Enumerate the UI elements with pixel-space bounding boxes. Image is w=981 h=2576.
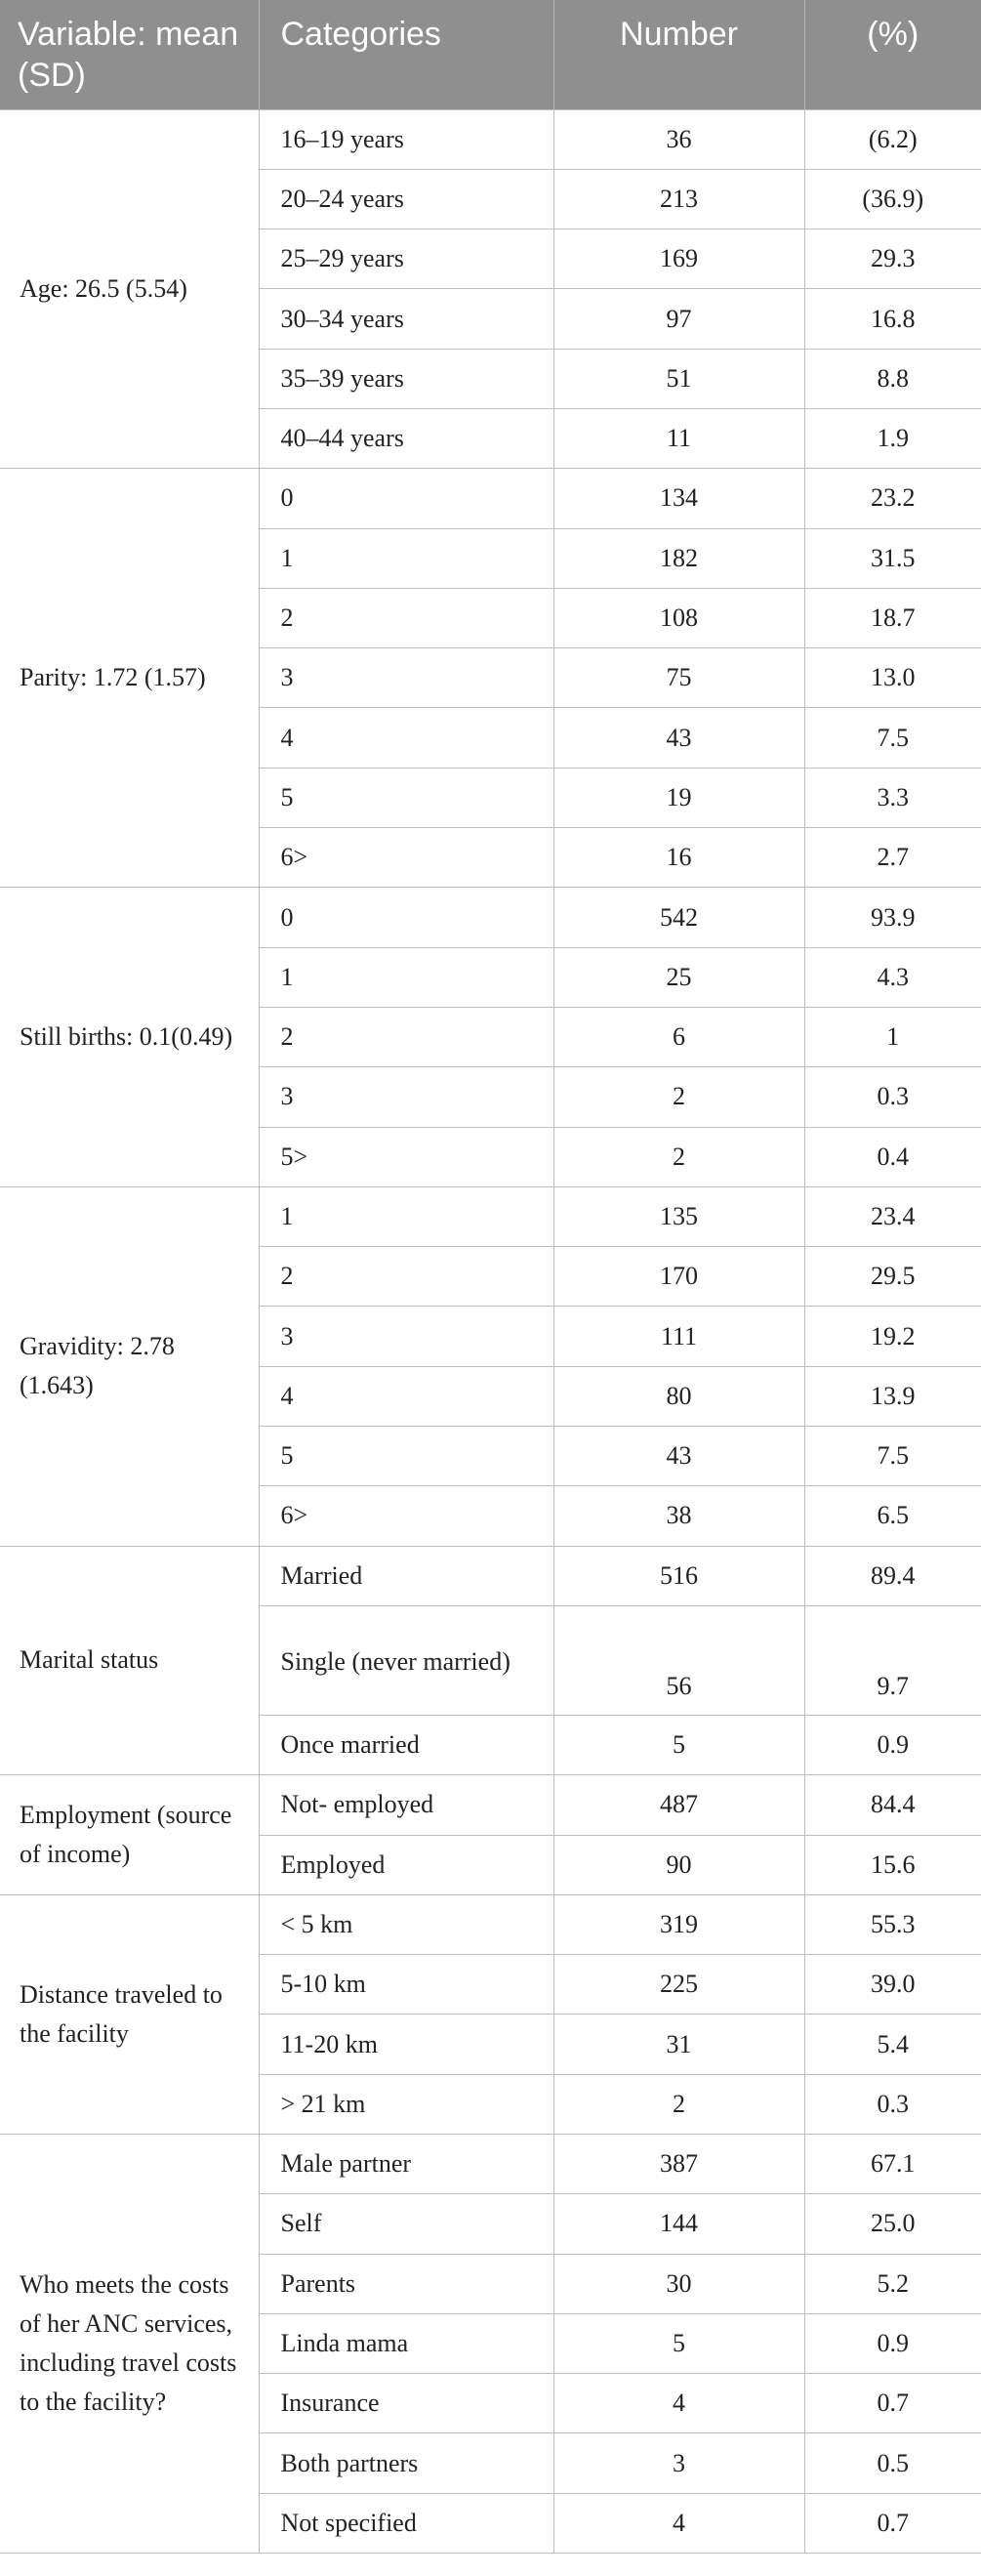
- number-cell: 4: [553, 2493, 804, 2553]
- percent-cell: 19.2: [804, 1307, 981, 1366]
- number-cell: 542: [553, 888, 804, 947]
- category-cell: 3: [259, 648, 553, 708]
- number-cell: 43: [553, 708, 804, 768]
- category-cell: 30–34 years: [259, 289, 553, 349]
- percent-cell: 0.3: [804, 2074, 981, 2134]
- percent-cell: 89.4: [804, 1546, 981, 1605]
- percent-cell: 0.5: [804, 2433, 981, 2493]
- table-row: [0, 1775, 981, 1835]
- category-cell: Married: [259, 1546, 553, 1605]
- category-cell: Not specified: [259, 2493, 553, 2553]
- percent-cell: 9.7: [804, 1605, 981, 1715]
- category-cell: > 21 km: [259, 2074, 553, 2134]
- number-cell: 2: [553, 1067, 804, 1127]
- category-cell: 20–24 years: [259, 169, 553, 229]
- percent-cell: 3.3: [804, 768, 981, 827]
- variable-cell: Age: 26.5 (5.54): [0, 109, 259, 469]
- category-cell: 6>: [259, 828, 553, 888]
- number-cell: 135: [553, 1186, 804, 1246]
- percent-cell: 39.0: [804, 1955, 981, 2015]
- percent-cell: 7.5: [804, 1427, 981, 1486]
- number-cell: 16: [553, 828, 804, 888]
- number-cell: 11: [553, 408, 804, 468]
- percent-cell: 0.3: [804, 1067, 981, 1127]
- category-cell: 5-10 km: [259, 1955, 553, 2015]
- variable-cell: Employment (source of income): [0, 1775, 259, 1895]
- category-cell: Not- employed: [259, 1775, 553, 1835]
- category-cell: 4: [259, 1366, 553, 1426]
- category-cell: 0: [259, 469, 553, 528]
- header-row: [0, 0, 981, 109]
- number-cell: 38: [553, 1486, 804, 1546]
- percent-cell: 0.4: [804, 1127, 981, 1186]
- number-cell: 31: [553, 2015, 804, 2074]
- percent-cell: 15.6: [804, 1835, 981, 1894]
- number-cell: 134: [553, 469, 804, 528]
- number-cell: 319: [553, 1894, 804, 1954]
- category-cell: 4: [259, 708, 553, 768]
- percent-cell: 0.7: [804, 2493, 981, 2553]
- number-cell: 516: [553, 1546, 804, 1605]
- percent-cell: 18.7: [804, 588, 981, 647]
- category-cell: Parents: [259, 2254, 553, 2313]
- variable-cell: Distance traveled to the facility: [0, 1894, 259, 2134]
- table-row: [0, 1894, 981, 1954]
- percent-cell: 23.4: [804, 1186, 981, 1246]
- number-cell: 108: [553, 588, 804, 647]
- category-cell: Male partner: [259, 2135, 553, 2194]
- category-cell: 11-20 km: [259, 2015, 553, 2074]
- number-cell: 56: [553, 1605, 804, 1715]
- number-cell: 4: [553, 2374, 804, 2433]
- category-cell: 1: [259, 947, 553, 1007]
- percent-cell: 4.3: [804, 947, 981, 1007]
- number-cell: 30: [553, 2254, 804, 2313]
- percent-cell: 93.9: [804, 888, 981, 947]
- percent-cell: (36.9): [804, 169, 981, 229]
- percent-cell: 1: [804, 1007, 981, 1066]
- percent-cell: 13.9: [804, 1366, 981, 1426]
- header-number: Number: [553, 0, 804, 109]
- percent-cell: 2.7: [804, 828, 981, 888]
- percent-cell: (6.2): [804, 109, 981, 169]
- category-cell: 35–39 years: [259, 349, 553, 408]
- category-cell: 6>: [259, 1486, 553, 1546]
- table-row: [0, 888, 981, 947]
- variable-cell: Who meets the costs of her ANC services, including travel costs to the facility?: [0, 2135, 259, 2554]
- number-cell: 75: [553, 648, 804, 708]
- category-cell: Linda mama: [259, 2313, 553, 2373]
- percent-cell: 6.5: [804, 1486, 981, 1546]
- number-cell: 6: [553, 1007, 804, 1066]
- percent-cell: 23.2: [804, 469, 981, 528]
- percent-cell: 25.0: [804, 2194, 981, 2254]
- variable-cell: Parity: 1.72 (1.57): [0, 469, 259, 888]
- variable-cell: Still births: 0.1(0.49): [0, 888, 259, 1186]
- table-row: [0, 469, 981, 528]
- category-cell: 3: [259, 1307, 553, 1366]
- table-row: [0, 1186, 981, 1246]
- category-cell: Single (never married): [259, 1605, 553, 1715]
- number-cell: 36: [553, 109, 804, 169]
- number-cell: 169: [553, 229, 804, 289]
- percent-cell: 16.8: [804, 289, 981, 349]
- header-categories: Categories: [259, 0, 553, 109]
- number-cell: 43: [553, 1427, 804, 1486]
- percent-cell: 8.8: [804, 349, 981, 408]
- category-cell: Insurance: [259, 2374, 553, 2433]
- number-cell: 90: [553, 1835, 804, 1894]
- number-cell: 97: [553, 289, 804, 349]
- category-cell: Self: [259, 2194, 553, 2254]
- number-cell: 182: [553, 528, 804, 588]
- number-cell: 387: [553, 2135, 804, 2194]
- number-cell: 51: [553, 349, 804, 408]
- percent-cell: 13.0: [804, 648, 981, 708]
- percent-cell: 5.2: [804, 2254, 981, 2313]
- percent-cell: 1.9: [804, 408, 981, 468]
- category-cell: Both partners: [259, 2433, 553, 2493]
- table-row: [0, 109, 981, 169]
- category-cell: 5: [259, 1427, 553, 1486]
- category-cell: 16–19 years: [259, 109, 553, 169]
- number-cell: 144: [553, 2194, 804, 2254]
- header-variable: Variable: mean (SD): [0, 0, 259, 109]
- number-cell: 2: [553, 2074, 804, 2134]
- percent-cell: 29.5: [804, 1247, 981, 1307]
- number-cell: 213: [553, 169, 804, 229]
- number-cell: 170: [553, 1247, 804, 1307]
- number-cell: 2: [553, 1127, 804, 1186]
- table-body: [0, 109, 981, 2554]
- category-cell: 1: [259, 528, 553, 588]
- category-cell: 3: [259, 1067, 553, 1127]
- category-cell: 1: [259, 1186, 553, 1246]
- category-cell: < 5 km: [259, 1894, 553, 1954]
- percent-cell: 29.3: [804, 229, 981, 289]
- variable-cell: Gravidity: 2.78 (1.643): [0, 1186, 259, 1546]
- percent-cell: 84.4: [804, 1775, 981, 1835]
- table-header: [0, 0, 981, 109]
- category-cell: Employed: [259, 1835, 553, 1894]
- percent-cell: 0.9: [804, 2313, 981, 2373]
- header-percent: (%): [804, 0, 981, 109]
- category-cell: 2: [259, 1247, 553, 1307]
- category-cell: 0: [259, 888, 553, 947]
- percent-cell: 31.5: [804, 528, 981, 588]
- category-cell: 2: [259, 1007, 553, 1066]
- number-cell: 25: [553, 947, 804, 1007]
- category-cell: 5>: [259, 1127, 553, 1186]
- number-cell: 80: [553, 1366, 804, 1426]
- category-cell: 5: [259, 768, 553, 827]
- percent-cell: 7.5: [804, 708, 981, 768]
- category-cell: 2: [259, 588, 553, 647]
- number-cell: 5: [553, 2313, 804, 2373]
- category-cell: 25–29 years: [259, 229, 553, 289]
- variable-cell: Marital status: [0, 1546, 259, 1775]
- table-row: [0, 1546, 981, 1605]
- table-row: [0, 2135, 981, 2194]
- number-cell: 3: [553, 2433, 804, 2493]
- percent-cell: 0.7: [804, 2374, 981, 2433]
- number-cell: 487: [553, 1775, 804, 1835]
- number-cell: 225: [553, 1955, 804, 2015]
- category-cell: 40–44 years: [259, 408, 553, 468]
- number-cell: 5: [553, 1715, 804, 1774]
- number-cell: 19: [553, 768, 804, 827]
- percent-cell: 0.9: [804, 1715, 981, 1774]
- percent-cell: 5.4: [804, 2015, 981, 2074]
- percent-cell: 55.3: [804, 1894, 981, 1954]
- number-cell: 111: [553, 1307, 804, 1366]
- percent-cell: 67.1: [804, 2135, 981, 2194]
- category-cell: Once married: [259, 1715, 553, 1774]
